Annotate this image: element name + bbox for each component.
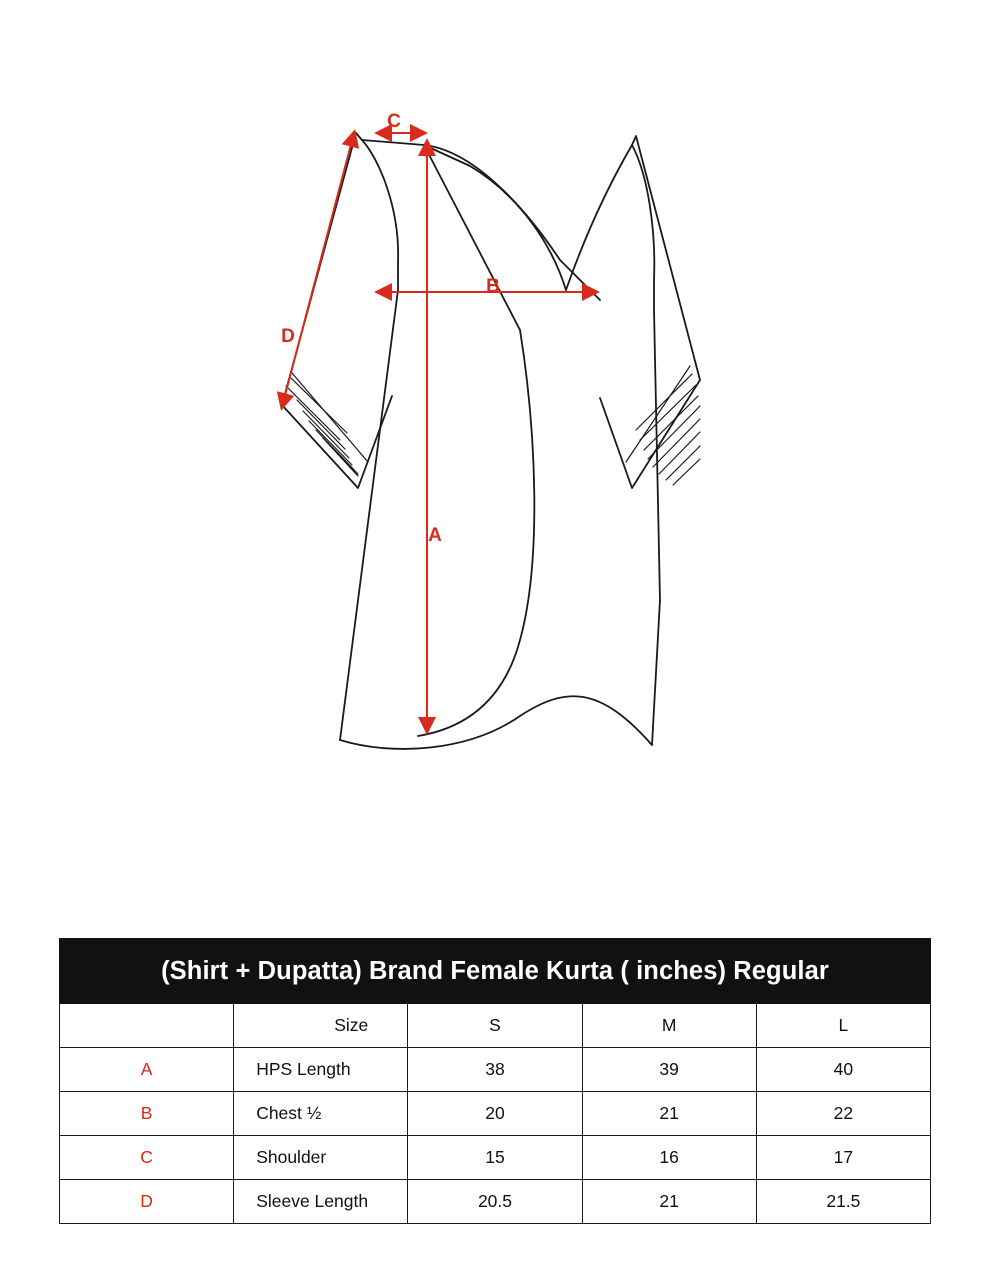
letter-a: A (428, 525, 442, 546)
row-a-value-l: 40 (756, 1048, 930, 1092)
header-size-l: L (756, 1004, 930, 1048)
header-size-m: M (582, 1004, 756, 1048)
row-d-value-m: 21 (582, 1180, 756, 1224)
row-b-value-l: 22 (756, 1092, 930, 1136)
row-key-b: B (60, 1092, 234, 1136)
row-key-d: D (60, 1180, 234, 1224)
row-d-value-s: 20.5 (408, 1180, 582, 1224)
table-header-row (60, 1004, 931, 1048)
row-c-value-l: 17 (756, 1136, 930, 1180)
kurta-outline (282, 133, 700, 749)
header-size-label: Size (234, 1004, 408, 1048)
row-a-value-s: 38 (408, 1048, 582, 1092)
row-a-value-m: 39 (582, 1048, 756, 1092)
table-row (60, 1136, 931, 1180)
row-label-chest-half: Chest ½ (234, 1092, 408, 1136)
row-c-value-m: 16 (582, 1136, 756, 1180)
table-title-row (60, 939, 931, 1004)
row-c-value-s: 15 (408, 1136, 582, 1180)
letter-c: C (387, 111, 401, 132)
row-d-value-l: 21.5 (756, 1180, 930, 1224)
row-b-value-m: 21 (582, 1092, 756, 1136)
header-size-s: S (408, 1004, 582, 1048)
letter-d: D (281, 326, 295, 347)
row-label-shoulder: Shoulder (234, 1136, 408, 1180)
table-row (60, 1092, 931, 1136)
letter-b: B (486, 276, 500, 297)
row-key-c: C (60, 1136, 234, 1180)
sleeve-length-dimension-line (282, 133, 354, 407)
row-key-a: A (60, 1048, 234, 1092)
measurement-letters (281, 111, 500, 546)
row-label-sleeve-length: Sleeve Length (234, 1180, 408, 1224)
table-title: (Shirt + Dupatta) Brand Female Kurta ( inches) Regular (60, 939, 931, 1004)
row-b-value-s: 20 (408, 1092, 582, 1136)
table-row (60, 1180, 931, 1224)
row-label-hps-length: HPS Length (234, 1048, 408, 1092)
table-row (60, 1048, 931, 1092)
size-chart-table (59, 938, 931, 1224)
header-key-cell (60, 1004, 234, 1048)
